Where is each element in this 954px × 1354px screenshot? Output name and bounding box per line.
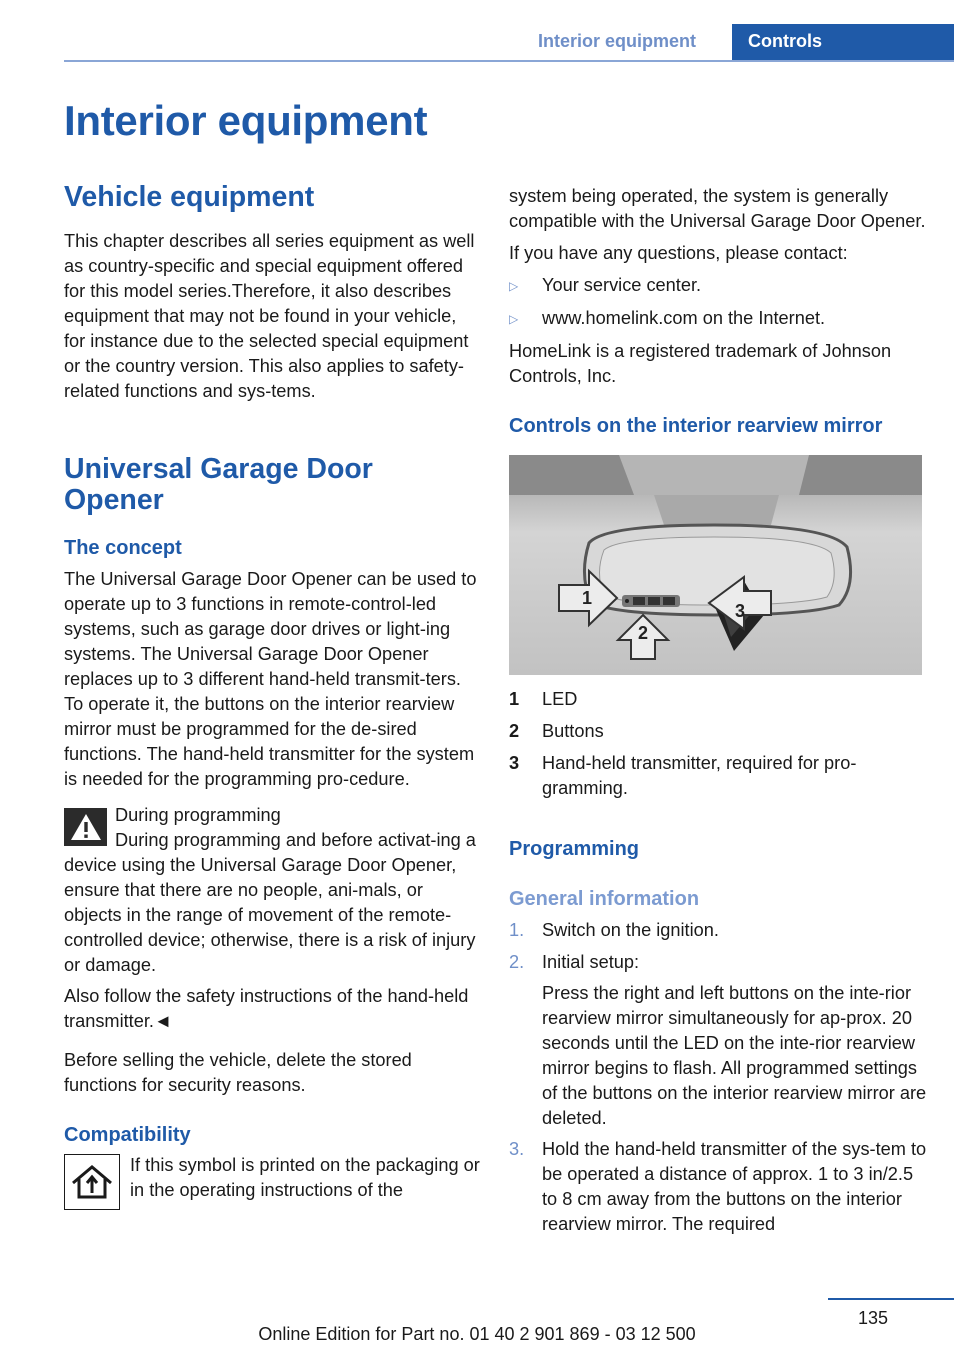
selling-text: Before selling the vehicle, delete the stored functions for security reasons.	[64, 1050, 412, 1095]
homelink-house-icon	[64, 1154, 120, 1210]
step-item	[509, 918, 927, 943]
step-number: 2.	[509, 952, 525, 972]
compatibility-heading: Compatibility	[64, 1124, 191, 1146]
legend-text: Buttons	[542, 721, 604, 741]
mirror-photo	[509, 455, 922, 675]
legend-text: Hand-held transmitter, required for pro-gramming.	[542, 753, 857, 798]
step-item	[509, 950, 927, 975]
safety-text: Also follow the safety instructions of the hand-held transmitter.◄	[64, 986, 469, 1031]
page-title: Interior equipment	[64, 97, 428, 144]
right-column	[509, 184, 927, 1237]
warning-text: During programming and before activat-ing a device using the Universal Garage Door Opener, ensure that there are no people, ani-mals, or objects in the range of movement of the remote-controlled device; otherwise, there is a risk of injury or damage.	[64, 830, 476, 975]
legend-number: 3	[509, 753, 520, 773]
step-text: Switch on the ignition.	[542, 920, 719, 940]
bullet-link-text[interactable]: www.homelink.com on the Internet.	[542, 308, 826, 328]
legend-item	[509, 751, 927, 801]
vehicle-equipment-heading: Vehicle equipment	[64, 181, 315, 213]
callout-3: 3	[735, 601, 746, 621]
page-number: 135	[858, 1308, 889, 1328]
warning-block	[64, 803, 480, 978]
footer-rule	[828, 1298, 954, 1300]
legend-item	[509, 719, 927, 744]
trademark-text: HomeLink is a registered trademark of Johnson Controls, Inc.	[509, 341, 892, 386]
step-text: Initial setup:	[542, 952, 640, 972]
programming-heading: Programming	[509, 838, 640, 860]
warning-title: During programming	[115, 805, 281, 825]
ugdo-heading: Universal Garage Door Opener	[64, 453, 373, 516]
legend-text: LED	[542, 689, 578, 709]
header-section-label: Interior equipment	[538, 31, 697, 51]
bullet-text: Your service center.	[542, 275, 702, 295]
step-number: 3.	[509, 1139, 525, 1159]
header-tab-controls[interactable]: Controls	[732, 24, 954, 60]
callout-1: 1	[582, 588, 593, 608]
questions-text: If you have any questions, please contact:	[509, 243, 848, 263]
step-text: Hold the hand-held transmitter of the sys-tem to be operated a distance of approx. 1 to 3 in/2.5 to 8 cm away from the buttons on the interior rearview mirror. The required	[542, 1139, 927, 1234]
step-2-detail: Press the right and left buttons on the inte-rior rearview mirror simultaneously for ap-prox. 20 seconds until the LED on the inte-rior rearview mirror begins to flash. All programmed settings of the buttons on the interior rearview mirror are deleted.	[542, 983, 927, 1128]
legend-item	[509, 687, 927, 712]
legend-number: 2	[509, 721, 520, 741]
concept-heading: The concept	[64, 537, 182, 559]
bullet-triangle-icon: ▷	[509, 279, 519, 293]
compatibility-continued: system being operated, the system is generally compatible with the Universal Garage Door Opener.	[509, 186, 926, 231]
left-column	[64, 182, 480, 1210]
controls-heading: Controls on the interior rearview mirror	[509, 415, 883, 437]
list-item	[509, 273, 927, 299]
bullet-triangle-icon: ▷	[509, 312, 519, 326]
step-number: 1.	[509, 920, 525, 940]
header-rule	[64, 60, 954, 62]
callout-2: 2	[638, 623, 649, 643]
concept-text: The Universal Garage Door Opener can be used to operate up to 3 functions in remote-control-led systems, such as garage door drives or light-ing systems. The Universal Garage Door Opener replaces up to 3 different hand-held transmit-ters. To operate it, the buttons on the interior rearview mirror must be programmed for the de-sired functions. The hand-held transmitter for the system is needed for the programming pro-cedure.	[64, 569, 477, 789]
general-info-heading: General information	[509, 888, 700, 910]
warning-triangle-icon	[64, 808, 107, 846]
footer-edition: Online Edition for Part no. 01 40 2 901 869 - 03 12 500	[258, 1324, 696, 1344]
vehicle-equipment-text: This chapter describes all series equipment as well as country-specific and special equipment offered for this model series.Therefore, it also describes equipment that may not be found in your vehicle, for instance due to the selected special equipment or the country version. This also applies to safety-related functions and sys-tems.	[64, 231, 475, 401]
list-item	[509, 306, 927, 332]
compatibility-text: If this symbol is printed on the packaging or in the operating instructions of the	[130, 1155, 480, 1200]
legend-number: 1	[509, 689, 520, 709]
step-item	[509, 1137, 927, 1237]
